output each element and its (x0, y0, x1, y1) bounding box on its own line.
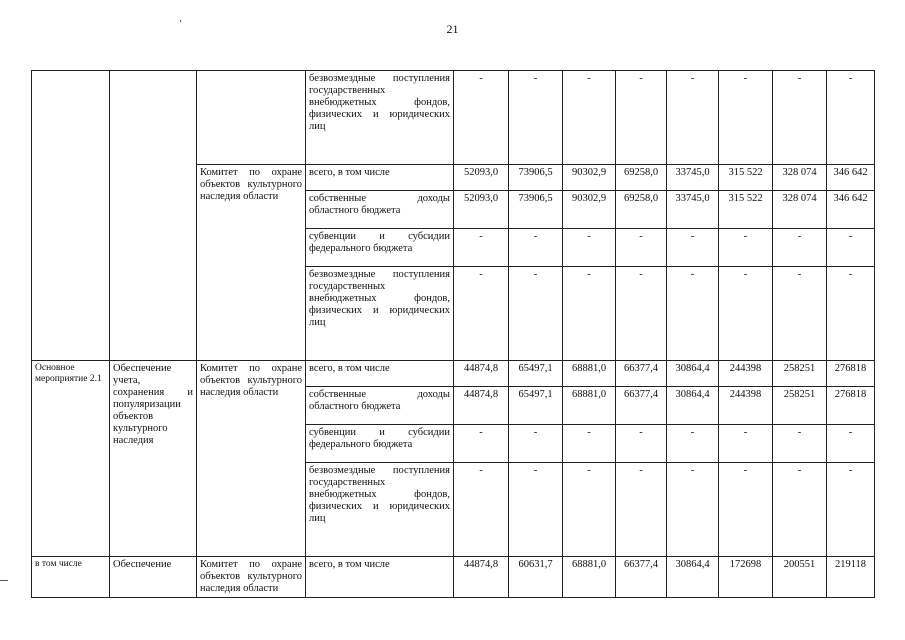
value-cell: - (509, 229, 563, 267)
value-cell: - (616, 463, 667, 557)
source-label: безвозмездные поступления государственных внебюджетных фондов, физических и юридических лиц (306, 267, 454, 361)
value-cell: 172698 (719, 557, 773, 598)
value-cell: 276818 (827, 361, 875, 387)
value-cell: - (827, 267, 875, 361)
name-cell (110, 71, 197, 361)
source-label: собственные доходы областного бюджета (306, 191, 454, 229)
value-cell: 276818 (827, 387, 875, 425)
value-cell: 66377,4 (616, 557, 667, 598)
value-cell: 44874,8 (454, 557, 509, 598)
value-cell: 328 074 (773, 165, 827, 191)
value-cell: 44874,8 (454, 361, 509, 387)
value-cell: - (509, 71, 563, 165)
value-cell: 30864,4 (667, 557, 719, 598)
value-cell: - (454, 267, 509, 361)
value-cell: - (719, 463, 773, 557)
budget-table (31, 70, 875, 598)
value-cell: - (667, 267, 719, 361)
value-cell: - (667, 425, 719, 463)
source-label: субвенции и субсидии федерального бюджета (306, 229, 454, 267)
value-cell: 60631,7 (509, 557, 563, 598)
value-cell: 52093,0 (454, 165, 509, 191)
value-cell: - (616, 71, 667, 165)
value-cell: - (667, 71, 719, 165)
page-number: 21 (446, 22, 459, 36)
code-cell: в том числе (32, 557, 110, 598)
value-cell: 90302,9 (563, 165, 616, 191)
value-cell: - (454, 425, 509, 463)
source-label: всего, в том числе (306, 557, 454, 598)
table-row (32, 361, 875, 387)
value-cell: 200551 (773, 557, 827, 598)
value-cell: 66377,4 (616, 361, 667, 387)
value-cell: 33745,0 (667, 165, 719, 191)
name-cell: Обеспечение (110, 557, 197, 598)
value-cell: 30864,4 (667, 361, 719, 387)
scan-speck (0, 580, 8, 581)
value-cell: - (563, 425, 616, 463)
value-cell: - (509, 267, 563, 361)
value-cell: - (563, 71, 616, 165)
value-cell: 44874,8 (454, 387, 509, 425)
value-cell: 258251 (773, 361, 827, 387)
value-cell: 68881,0 (563, 387, 616, 425)
source-label: всего, в том числе (306, 361, 454, 387)
name-cell: Обеспечение учета, сохранения и популяризации объектов культурного наследия (110, 361, 197, 557)
value-cell: - (719, 71, 773, 165)
value-cell: 73906,5 (509, 191, 563, 229)
value-cell: 73906,5 (509, 165, 563, 191)
value-cell: 52093,0 (454, 191, 509, 229)
value-cell: - (563, 463, 616, 557)
value-cell: - (667, 229, 719, 267)
value-cell: - (616, 229, 667, 267)
code-cell: Основное мероприятие 2.1 (32, 361, 110, 557)
value-cell: - (454, 229, 509, 267)
source-label: собственные доходы областного бюджета (306, 387, 454, 425)
value-cell: - (454, 71, 509, 165)
value-cell: 30864,4 (667, 387, 719, 425)
value-cell: 315 522 (719, 191, 773, 229)
value-cell: - (827, 463, 875, 557)
value-cell: 90302,9 (563, 191, 616, 229)
value-cell: 68881,0 (563, 557, 616, 598)
value-cell: 244398 (719, 361, 773, 387)
scan-speck (180, 20, 181, 22)
responsible-cell: Комитет по охране объектов культурного наследия области (197, 557, 306, 598)
value-cell: 66377,4 (616, 387, 667, 425)
value-cell: - (509, 425, 563, 463)
value-cell: 65497,1 (509, 361, 563, 387)
source-label: субвенции и субсидии федерального бюджета (306, 425, 454, 463)
value-cell: - (773, 267, 827, 361)
value-cell: - (509, 463, 563, 557)
value-cell: - (827, 425, 875, 463)
value-cell: 328 074 (773, 191, 827, 229)
value-cell: 244398 (719, 387, 773, 425)
value-cell: - (563, 267, 616, 361)
value-cell: - (667, 463, 719, 557)
value-cell: - (563, 229, 616, 267)
value-cell: - (719, 425, 773, 463)
value-cell: - (454, 463, 509, 557)
value-cell: 346 642 (827, 191, 875, 229)
source-label: всего, в том числе (306, 165, 454, 191)
value-cell: - (773, 463, 827, 557)
responsible-cell (197, 71, 306, 165)
value-cell: 258251 (773, 387, 827, 425)
value-cell: 69258,0 (616, 165, 667, 191)
value-cell: - (773, 425, 827, 463)
value-cell: - (773, 229, 827, 267)
value-cell: - (773, 71, 827, 165)
value-cell: 315 522 (719, 165, 773, 191)
source-label: безвозмездные поступления государственных внебюджетных фондов, физических и юридических лиц (306, 71, 454, 165)
value-cell: - (827, 71, 875, 165)
code-cell (32, 71, 110, 361)
source-label: безвозмездные поступления государственных внебюджетных фондов, физических и юридических лиц (306, 463, 454, 557)
value-cell: - (616, 267, 667, 361)
value-cell: - (719, 267, 773, 361)
value-cell: 219118 (827, 557, 875, 598)
table-row (32, 557, 875, 598)
value-cell: - (827, 229, 875, 267)
responsible-cell: Комитет по охране объектов культурного наследия области (197, 361, 306, 557)
value-cell: 68881,0 (563, 361, 616, 387)
value-cell: 65497,1 (509, 387, 563, 425)
value-cell: - (616, 425, 667, 463)
value-cell: 33745,0 (667, 191, 719, 229)
value-cell: 346 642 (827, 165, 875, 191)
value-cell: 69258,0 (616, 191, 667, 229)
responsible-cell: Комитет по охране объектов культурного наследия области (197, 165, 306, 361)
value-cell: - (719, 229, 773, 267)
table-row (32, 71, 875, 165)
